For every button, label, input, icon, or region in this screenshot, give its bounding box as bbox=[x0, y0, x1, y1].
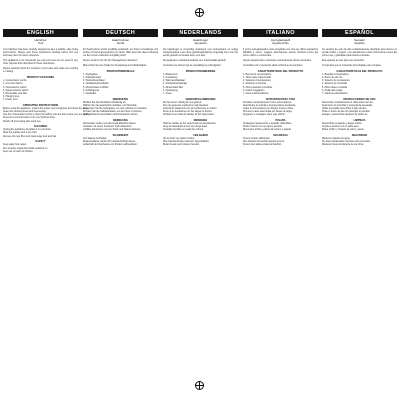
section-line: 3. Warmteschakelaar bbox=[163, 80, 185, 83]
subtitle-line: Secador bbox=[353, 37, 366, 42]
section-line: 2. Botón de aire frío bbox=[322, 77, 343, 80]
section-line: 5. Afneembaar filter bbox=[163, 86, 184, 89]
section-line: Limpie el exterior con un paño seco. bbox=[322, 126, 360, 129]
subtitle-line: Haartrockner bbox=[111, 37, 130, 42]
section-line: 4. Speed selector switch bbox=[3, 89, 29, 92]
subtitle-line: Apparaat bbox=[194, 41, 207, 46]
section-line: 7. Cavo di alimentazione bbox=[243, 92, 269, 95]
section-line: Before using the appliance, unwind the power cord completely and check the plug. bbox=[3, 107, 88, 110]
section-line: 1. Stylingdüse bbox=[83, 73, 98, 76]
section-line: Desenrolle completamente el cable antes del uso. bbox=[322, 101, 374, 104]
section-line: Uit de buurt van water houden. bbox=[163, 138, 195, 141]
section-line: Srotolare completamente il cavo prima dell'uso. bbox=[243, 101, 292, 104]
section-title: REINIGUNG bbox=[113, 118, 128, 122]
section-line: Luftfilter abnehmen und von Staub und Haaren befreien. bbox=[83, 129, 142, 132]
section-line: Gehäuse mit einem trockenen Tuch abwischen. bbox=[83, 126, 133, 129]
section-line: Druk op de koudeknop om het kapsel te fixeren. bbox=[163, 111, 213, 114]
section-line: Non lasciare incustodito quando acceso. bbox=[243, 141, 285, 144]
language-header: ESPAÑOL bbox=[322, 29, 397, 37]
section-line: Buiten bereik van kinderen houden. bbox=[163, 144, 200, 147]
section-line: Von Wasser fernhalten. bbox=[83, 138, 108, 141]
section-line: Apague y desenchufe después de cada uso. bbox=[322, 114, 368, 117]
section-title: SAFETY bbox=[35, 140, 46, 144]
intro-paragraph: Uw haardroger is zorgvuldig ontworpen voor betrouwbare en veilige droogprestaties. Lees deze gebruiksaanwijzing zorgvuldig door voor het eerste gebruik en bewaar deze voor later. bbox=[163, 48, 238, 57]
manual-subtitle bbox=[3, 39, 78, 46]
section-line: Kies de gewenste snelheid en warmtestand. bbox=[163, 104, 209, 107]
section-line: Netzstecker ziehen und das Gerät abkühlen lassen. bbox=[83, 123, 137, 126]
section-line: Spegnere e scollegare dopo ogni utilizzo. bbox=[243, 114, 286, 117]
intro-paragraph: Your hairdryer has been carefully designed to give a reliable, safe drying performance. Please read these instructions carefully before first use and keep them for future reference. bbox=[3, 48, 78, 57]
intro-paragraph: Controllare che il contenuto della confezione sia completo. bbox=[243, 64, 304, 67]
intro-paragraph: This appliance is for household use only and must not be used for any other purpose than described in these instructions. bbox=[3, 59, 78, 66]
subtitle-line: Apparecchio bbox=[272, 41, 289, 46]
section-line: 2. Tasto colpo d'aria fredda bbox=[243, 77, 271, 80]
section-line: Use the concentrator nozzle to direct the airflow onto the hair section you are styling. bbox=[3, 114, 91, 117]
section-line: 4. Selettore di velocità bbox=[243, 83, 266, 86]
language-header: NEDERLANDS bbox=[163, 29, 238, 37]
section-line: 4. Selector de velocidad bbox=[322, 83, 347, 86]
section-line: Mantener alejado del agua. bbox=[322, 138, 351, 141]
section-line: 6. Aufhängeöse bbox=[83, 89, 100, 92]
section-title: CARACTERÍSTICAS DEL PRODUCTO bbox=[336, 69, 383, 73]
section-line: 5. Removable rear filter bbox=[3, 92, 28, 95]
section-line: 4. Gebläsestufenschalter bbox=[83, 83, 109, 86]
intro-paragraph: Dieses Gerät ist nur für den Hausgebrauch bestimmt. bbox=[83, 59, 138, 62]
section-line: Wählen Sie die gewünschte Gebläse- und Heizstufe. bbox=[83, 104, 138, 107]
section-line: 3. Selettore di temperatura bbox=[243, 80, 271, 83]
section-line: 4. Snelheidsschakelaar bbox=[163, 83, 188, 86]
intro-paragraph: Bitte prüfen Sie den Inhalt der Verpackung auf Vollständigkeit. bbox=[83, 64, 147, 67]
section-title: PRODUCT FEATURES bbox=[26, 76, 55, 80]
section-title: CARATTERISTICHE DEL PRODOTTO bbox=[257, 69, 304, 73]
section-title: GEBRUIKSAANWIJZING bbox=[185, 97, 216, 101]
section-line: Pulse el botón de aire frío para fijar el peinado. bbox=[322, 111, 371, 114]
intro-paragraph: Su secador de pelo ha sido cuidadosamente diseñado para ofrecer un secado fiable y seguro. Lea atentamente estas instrucciones antes del primer uso y guárdelas para futuras consultas. bbox=[322, 48, 397, 57]
body-text bbox=[243, 49, 318, 148]
section-line: 3. Selector de temperatura bbox=[322, 80, 350, 83]
section-line: Gebruik de blaasmond om de luchtstroom te richten. bbox=[163, 107, 218, 110]
section-line: Keep out of reach of children. bbox=[3, 150, 34, 153]
section-line: Utilice la boquilla para dirigir el flujo de aire. bbox=[322, 107, 367, 110]
section-line: 7. Netzkabel bbox=[83, 92, 96, 95]
section-line: 2. Kaltstufentaste bbox=[83, 77, 101, 80]
section-line: Verwijder het filter en maak het schoon. bbox=[163, 129, 204, 132]
section-line: Premere il tasto aria fredda per fissare la piega. bbox=[243, 111, 293, 114]
section-line: 7. Snoer bbox=[163, 92, 172, 95]
section-line: Veeg de buitenkant af met een droge doek. bbox=[163, 126, 208, 129]
subtitle-line: Gerät bbox=[116, 41, 125, 46]
section-line: Nach Gebrauch ausschalten und Netzstecker ziehen. bbox=[83, 114, 139, 117]
section-title: VEILIGHEID bbox=[193, 133, 208, 137]
section-line: Wickeln Sie das Netzkabel vollständig ab. bbox=[83, 101, 127, 104]
section-title: SICHERHEIT bbox=[112, 133, 129, 137]
section-line: 6. Hanging loop bbox=[3, 96, 20, 99]
subtitle-line: Tool bbox=[37, 41, 44, 46]
intro-paragraph: Controleer de inhoud van de verpakking op volledigheid. bbox=[163, 64, 222, 67]
section-line: Schakel uit en haal de stekker uit het stopcontact. bbox=[163, 114, 215, 117]
section-title: LIMPIEZA bbox=[353, 118, 366, 122]
section-line: Unplug the appliance and allow it to cool down. bbox=[3, 129, 52, 132]
section-line: 6. Ophangoog bbox=[163, 89, 178, 92]
section-line: Keep away from water. bbox=[3, 144, 27, 147]
column-italiano bbox=[243, 29, 318, 369]
language-header: ITALIANO bbox=[243, 29, 318, 37]
section-line: Select the desired speed and heat setting. bbox=[3, 111, 47, 114]
section-line: Usare il concentratore per dirigere il flusso d'aria. bbox=[243, 107, 294, 110]
section-title: SEGURIDAD bbox=[351, 133, 368, 137]
language-header: ENGLISH bbox=[3, 29, 78, 37]
section-line: 7. Power cord bbox=[3, 99, 18, 102]
section-line: 5. Filtro posteriore rimovibile bbox=[243, 86, 273, 89]
intro-paragraph: Questo apparecchio è destinato esclusivamente all'uso domestico. bbox=[243, 59, 312, 62]
section-title: BEDIENUNG bbox=[112, 97, 129, 101]
section-title: PRODUCTKENMERKEN bbox=[185, 69, 216, 73]
body-text bbox=[163, 49, 238, 148]
section-line: Niet onbeheerd laten wanneer ingeschakeld. bbox=[163, 141, 210, 144]
subtitle-line: Asciugacapelli bbox=[270, 37, 291, 42]
manual-subtitle bbox=[163, 39, 238, 46]
subtitle-line: Haardroger bbox=[192, 37, 209, 42]
section-line: Selezionare la velocità e la temperatura desiderate. bbox=[243, 104, 297, 107]
section-title: OPERATING INSTRUCTIONS bbox=[22, 103, 59, 107]
section-line: 6. Anello di aggancio bbox=[243, 89, 265, 92]
body-text bbox=[322, 49, 397, 148]
section-line: Pulire l'esterno con un panno asciutto. bbox=[243, 126, 283, 129]
section-line: Tenere lontano dall'acqua. bbox=[243, 138, 271, 141]
language-header: DEUTSCH bbox=[83, 29, 158, 37]
section-line: 3. Heizstufenschalter bbox=[83, 80, 105, 83]
column-deutsch bbox=[83, 29, 158, 369]
section-line: Remove the rear filter and clean away dust and hair. bbox=[3, 135, 57, 138]
section-line: Drücken Sie die Kaltstufentaste, um die Frisur zu fixieren. bbox=[83, 111, 143, 114]
section-line: Scollegare l'apparecchio e lasciarlo raffreddare. bbox=[243, 123, 293, 126]
intro-paragraph: Ihr Haartrockner wurde sorgfältig entwickelt, um Ihnen zuverlässige und sichere Trocknungsergebnisse zu bieten. Bitte lesen Sie diese Anleitung vor dem ersten Gebrauch sorgfältig durch. bbox=[83, 48, 158, 57]
section-line: Rimuovere il filtro e pulirlo da polvere e capelli. bbox=[243, 129, 292, 132]
section-line: No dejar desatendido mientras esté encendido. bbox=[322, 141, 371, 144]
intro-paragraph: Este aparato es solo para uso doméstico. bbox=[322, 59, 365, 62]
section-title: CLEANING bbox=[33, 125, 48, 129]
section-title: INSTRUCCIONES DE USO bbox=[343, 97, 376, 101]
subtitle-line: Aparato bbox=[354, 41, 365, 46]
registration-mark-bottom-icon bbox=[195, 381, 204, 390]
subtitle-line: Hairdryer bbox=[34, 37, 47, 42]
section-line: Switch off and unplug after each use. bbox=[3, 120, 42, 123]
section-line: Mantener fuera del alcance de los niños. bbox=[322, 144, 364, 147]
intro-paragraph: Please carefully check the contents of your pack and make sure nothing is missing. bbox=[3, 68, 78, 74]
section-line: Retire el filtro y límpielo de polvo y pelos. bbox=[322, 129, 365, 132]
section-line: Eingeschaltetes Gerät nicht unbeaufsichtigt lassen. bbox=[83, 141, 136, 144]
language-columns bbox=[3, 29, 397, 369]
section-line: Desenchufe el aparato y déjelo enfriar. bbox=[322, 123, 362, 126]
section-line: 1. Beccuccio concentratore bbox=[243, 73, 272, 76]
section-line: 1. Blaasmond bbox=[163, 73, 178, 76]
section-title: ISTRUZIONI PER L'USO bbox=[265, 97, 296, 101]
registration-mark-top-icon bbox=[195, 8, 204, 17]
section-line: 5. Abnehmbarer Luftfilter bbox=[83, 86, 109, 89]
section-line: Haal de stekker uit het stopcontact en laat afkoelen. bbox=[163, 123, 217, 126]
section-line: Verwenden Sie die Stylingdüse, um den Luftstrom zu bündeln. bbox=[83, 107, 148, 110]
intro-paragraph: Dit apparaat is uitsluitend bedoeld voor huishoudelijk gebruik. bbox=[163, 59, 227, 62]
section-line: Press the cool shot button to fix your finished style. bbox=[3, 117, 56, 120]
section-line: 5. Filtro trasero extraíble bbox=[322, 86, 348, 89]
section-line: 2. Cool shot button bbox=[3, 83, 23, 86]
section-line: 3. Heat selector switch bbox=[3, 86, 27, 89]
intro-paragraph: Compruebe que el contenido del embalaje esté completo. bbox=[322, 64, 382, 67]
section-line: Tenere fuori dalla portata dei bambini. bbox=[243, 144, 282, 147]
section-title: REINIGING bbox=[193, 118, 208, 122]
section-line: 1. Boquilla concentradora bbox=[322, 73, 349, 76]
section-title: PRODUKTMERKMALE bbox=[106, 69, 135, 73]
manual-subtitle bbox=[243, 39, 318, 46]
section-line: Rol het snoer volledig af voor gebruik. bbox=[163, 101, 203, 104]
column-espanol bbox=[322, 29, 397, 369]
manual-subtitle bbox=[83, 39, 158, 46]
body-text bbox=[83, 49, 158, 148]
column-nederlands bbox=[163, 29, 238, 369]
section-line: Außerhalb der Reichweite von Kindern aufbewahren. bbox=[83, 144, 138, 147]
section-line: Seleccione la velocidad y temperatura deseadas. bbox=[322, 104, 373, 107]
intro-paragraph: Il vostro asciugacapelli è stato progettato con cura per offrire prestazioni affidabili e sicure. Leggere attentamente queste istruzioni prima del primo utilizzo e conservarle. bbox=[243, 48, 318, 57]
section-line: 1. Concentrator nozzle bbox=[3, 80, 27, 83]
manual-subtitle bbox=[322, 39, 397, 46]
section-line: 7. Cable de alimentación bbox=[322, 92, 348, 95]
section-title: SICUREZZA bbox=[273, 133, 288, 137]
section-line: Do not leave unattended while switched on. bbox=[3, 147, 48, 150]
section-line: 2. Koudeknop bbox=[163, 77, 178, 80]
section-line: 6. Anilla para colgar bbox=[322, 89, 343, 92]
section-line: Wipe the outside with a dry cloth. bbox=[3, 132, 38, 135]
section-title: PULIZIA bbox=[275, 118, 286, 122]
